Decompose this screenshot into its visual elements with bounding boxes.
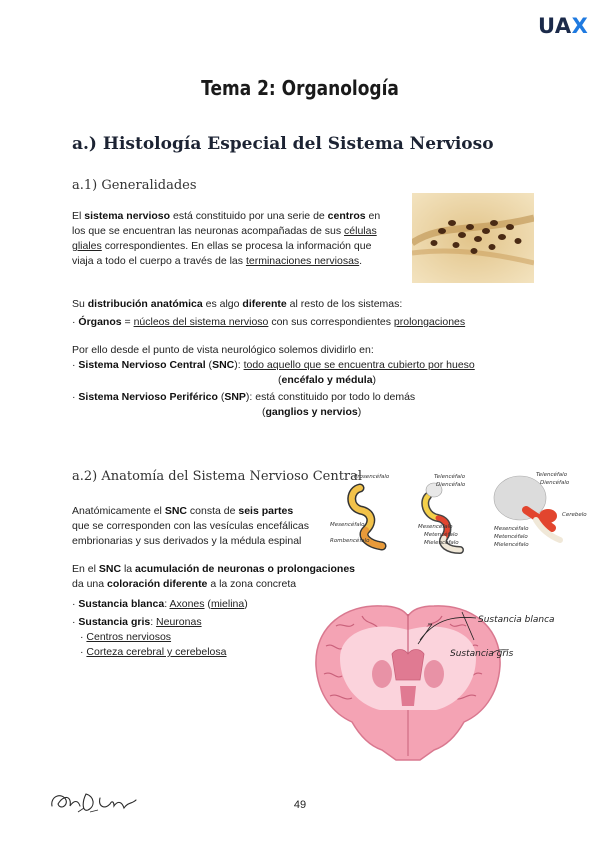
section-heading: a.) Histología Especial del Sistema Nervioso bbox=[72, 134, 494, 154]
paragraph-division bbox=[72, 343, 542, 420]
embryonic-vesicles-diagram bbox=[330, 466, 590, 556]
text-line: En el SNC la acumulación de neuronas o prolongaciones bbox=[72, 563, 356, 575]
label-rombencefalo: Rombencéfalo bbox=[330, 538, 370, 544]
subsection-heading-anatomia: a.2) Anatomía del Sistema Nervioso Central bbox=[72, 469, 363, 484]
label-diencefalo-1: Diencéfalo bbox=[436, 482, 466, 488]
text-line: · Sustancia gris: Neuronas bbox=[72, 616, 202, 628]
label-metencefalo-2: Metencéfalo bbox=[494, 534, 528, 540]
paragraph-distribution bbox=[72, 297, 542, 330]
text-line: Por ello desde el punto de vista neurológico solemos dividirlo en: bbox=[72, 344, 374, 356]
label-diencefalo-2: Diencéfalo bbox=[540, 480, 570, 486]
text-line: · Sistema Nervioso Central (SNC): todo aquello que se encuentra cubierto por hueso bbox=[72, 359, 475, 371]
text-line: · Centros nerviosos bbox=[80, 631, 172, 643]
label-mielencefalo-2: Mielencéfalo bbox=[494, 542, 529, 548]
text-line: (encéfalo y médula) bbox=[278, 374, 377, 386]
text-line: El sistema nervioso está constituido por una serie de centros en bbox=[72, 210, 381, 222]
text-line: Anatómicamente el SNC consta de seis partes bbox=[72, 505, 294, 517]
text-line: (ganglios y nervios) bbox=[262, 406, 362, 418]
paragraph-six-parts bbox=[72, 504, 332, 549]
brain-coronal-section-diagram bbox=[296, 596, 596, 766]
label-mielencefalo-1: Mielencéfalo bbox=[424, 540, 459, 546]
text-line: viaja a todo el cuerpo a través de las terminaciones nerviosas. bbox=[72, 255, 363, 267]
paragraph-intro bbox=[72, 209, 402, 269]
text-line: · Sistema Nervioso Periférico (SNP): está constituido por todo lo demás bbox=[72, 391, 416, 403]
label-telencefalo-2: Telencéfalo bbox=[536, 472, 568, 478]
label-prosencefalo: Prosencéfalo bbox=[354, 474, 390, 480]
text-line: gliales correspondientes. En ellas se procesa la información que bbox=[72, 240, 372, 252]
label-metencefalo-1: Metencéfalo bbox=[424, 532, 458, 538]
text-line: · Sustancia blanca: Axones (mielina) bbox=[72, 598, 248, 610]
text-line: · Órganos = núcleos del sistema nervioso con sus correspondientes prolongaciones bbox=[72, 316, 466, 328]
label-sustancia-gris: Sustancia gris bbox=[450, 649, 514, 659]
uax-logo bbox=[538, 14, 588, 38]
embryo-diagram-2 bbox=[418, 473, 466, 550]
label-cerebelo: Cerebelo bbox=[562, 512, 587, 518]
label-sustancia-blanca: Sustancia blanca bbox=[478, 615, 555, 625]
text-line: embrionarias y sus derivados y la médula espinal bbox=[72, 535, 302, 547]
label-mesencefalo: Mesencéfalo bbox=[330, 522, 365, 528]
text-line: Su distribución anatómica es algo diferente al resto de los sistemas: bbox=[72, 298, 403, 310]
neuron-histology-image bbox=[412, 193, 534, 283]
logo-accent: X bbox=[571, 14, 589, 38]
logo-main: UA bbox=[538, 14, 572, 38]
embryo-diagram-1 bbox=[330, 473, 390, 546]
text-line: da una coloración diferente a la zona concreta bbox=[72, 578, 297, 590]
text-line: · Corteza cerebral y cerebelosa bbox=[80, 646, 227, 658]
label-mesencefalo-2: Mesencéfalo bbox=[418, 524, 453, 530]
page-number: 49 bbox=[293, 799, 307, 811]
label-mesencefalo-3: Mesencéfalo bbox=[494, 526, 529, 532]
label-telencefalo-1: Telencéfalo bbox=[434, 474, 466, 480]
text-line: los que se encuentran las neuronas acompañadas de sus células bbox=[72, 225, 377, 237]
signature-image bbox=[48, 786, 144, 818]
page-title: Tema 2: Organología bbox=[201, 76, 399, 100]
embryo-diagram-3 bbox=[494, 471, 587, 548]
subsection-heading-generalidades: a.1) Generalidades bbox=[72, 178, 197, 193]
text-line: que se corresponden con las vesículas encefálicas bbox=[72, 520, 309, 532]
